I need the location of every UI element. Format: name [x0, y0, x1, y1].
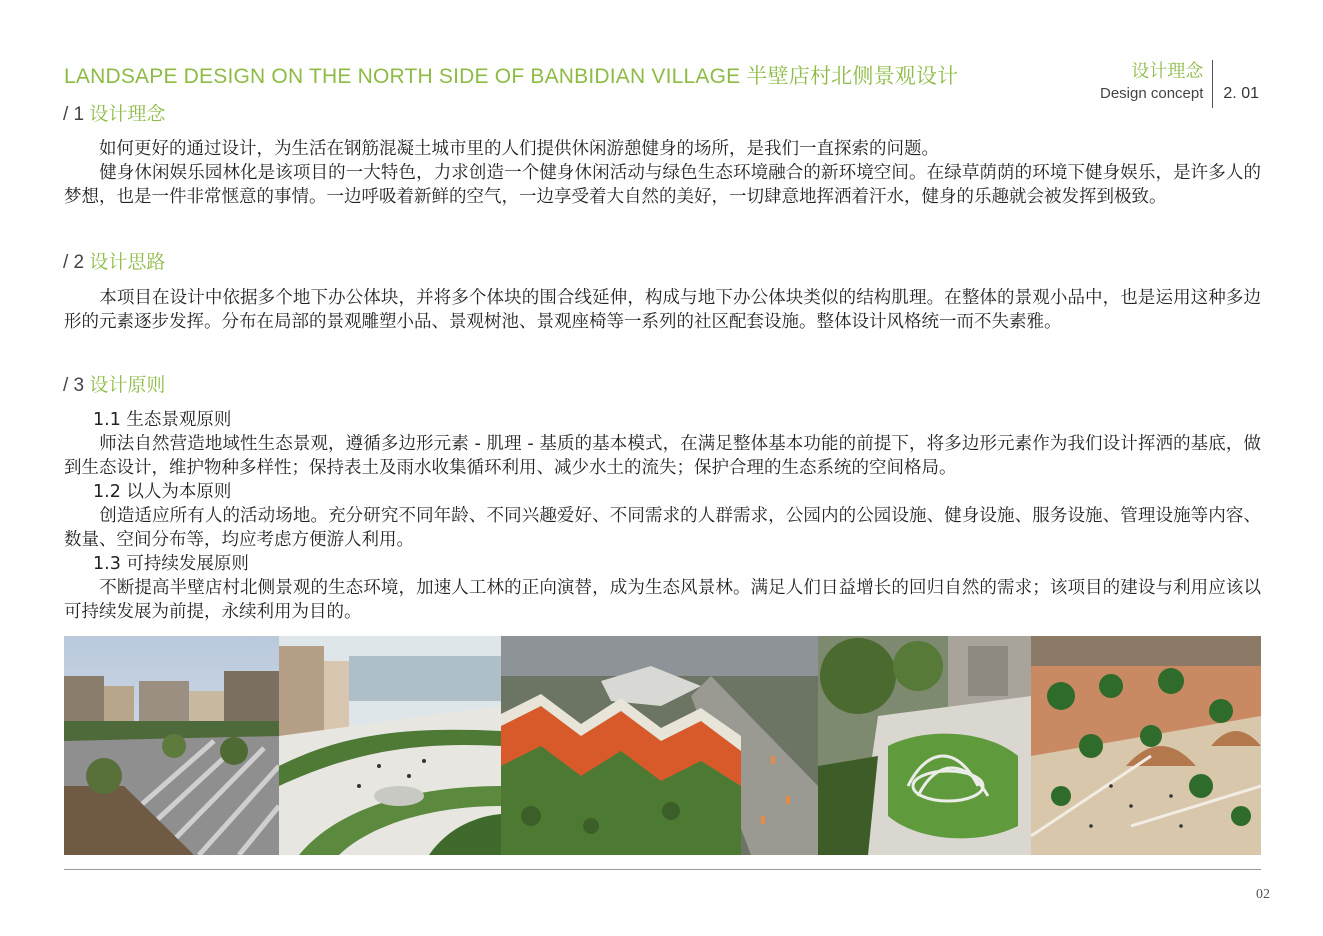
section-label [1100, 60, 1212, 108]
subsection-1-2-paragraph: 创造适应所有人的活动场地。充分研究不同年龄、不同兴趣爱好、不同需求的人群需求，公园内的公园设施、健身设施、服务设施、管理设施等内容、数量、空间分布等，均应考虑方便游人利用。 [64, 506, 1261, 550]
page-number: 02 [1256, 887, 1270, 902]
subsection-1-3-paragraph: 不断提高半壁店村北侧景观的生态环境，加速人工林的正向演替，成为生态风景林。满足人们日益增长的回归自然的需求；该项目的建设与利用应该以可持续发展为前提，永续利用为目的。 [64, 578, 1261, 622]
plaza-photo [64, 636, 279, 855]
subsection-1-2-text [64, 504, 1261, 552]
section-2-index: / 2 [63, 252, 90, 273]
sculpture-garden-photo [818, 636, 1031, 855]
page-title: LANDSAPE DESIGN ON THE NORTH SIDE OF BANBIDIAN VILLAGE 半壁店村北侧景观设计 [64, 65, 959, 88]
waterfront-park-photo [279, 636, 501, 855]
palm-plaza-photo [1031, 636, 1261, 855]
section-1-index: / 1 [63, 104, 90, 125]
page-code: 2. 01 [1223, 85, 1259, 102]
section-3-index: / 3 [63, 375, 90, 396]
section-1-paragraph-1: 如何更好的通过设计，为生活在钢筋混凝土城市里的人们提供休闲游憩健身的场所，是我们一直探索的问题。 [64, 139, 939, 159]
section-3-title: 设计原则 [89, 374, 166, 396]
subsection-1-1-title: 1.1 生态景观原则 [93, 410, 232, 430]
photo-strip [64, 636, 1261, 855]
subsection-1-3-text [64, 576, 1261, 624]
aerial-zigzag-roof-photo [501, 636, 818, 855]
section-1-title: 设计理念 [89, 103, 166, 125]
subsection-1-1-text [64, 432, 1261, 480]
section-header [1100, 60, 1259, 108]
section-label-en: Design concept [1100, 85, 1204, 102]
subsection-1-2-title: 1.2 以人为本原则 [93, 482, 232, 502]
section-1-heading [63, 99, 165, 126]
subsection-1-3-title: 1.3 可持续发展原则 [93, 554, 249, 574]
section-2-paragraph-1: 本项目在设计中依据多个地下办公体块，并将多个体块的围合线延伸，构成与地下办公体块类似的结构肌理。在整体的景观小品中，也是运用这种多边形的元素逐步发挥。分布在局部的景观雕塑小品、景观树池、景观座椅等一系列的社区配套设施。整体设计风格统一而不失素雅。 [64, 288, 1261, 332]
section-1-paragraph-2: 健身休闲娱乐园林化是该项目的一大特色，力求创造一个健身休闲活动与绿色生态环境融合的新环境空间。在绿草荫荫的环境下健身娱乐，是许多人的梦想，也是一件非常惬意的事情。一边呼吸着新鲜的空气，一边享受着大自然的美好，一切肆意地挥洒着汗水，健身的乐趣就会被发挥到极致。 [64, 163, 1261, 207]
section-2-heading [63, 247, 165, 274]
section-1-body [64, 137, 1261, 209]
section-3-heading [63, 370, 165, 397]
section-label-cn: 设计理念 [1131, 61, 1204, 82]
footer-rule [64, 869, 1261, 870]
subsection-1-1-paragraph: 师法自然营造地域性生态景观，遵循多边形元素 - 肌理 - 基质的基本模式，在满足整体基本功能的前提下，将多边形元素作为我们设计挥洒的基底，做到生态设计，维护物种多样性；保持表土及雨水收集循环利用、减少水土的流失；保护合理的生态系统的空间格局。 [64, 434, 1261, 478]
section-2-body [64, 286, 1261, 334]
section-2-title: 设计思路 [89, 251, 166, 273]
